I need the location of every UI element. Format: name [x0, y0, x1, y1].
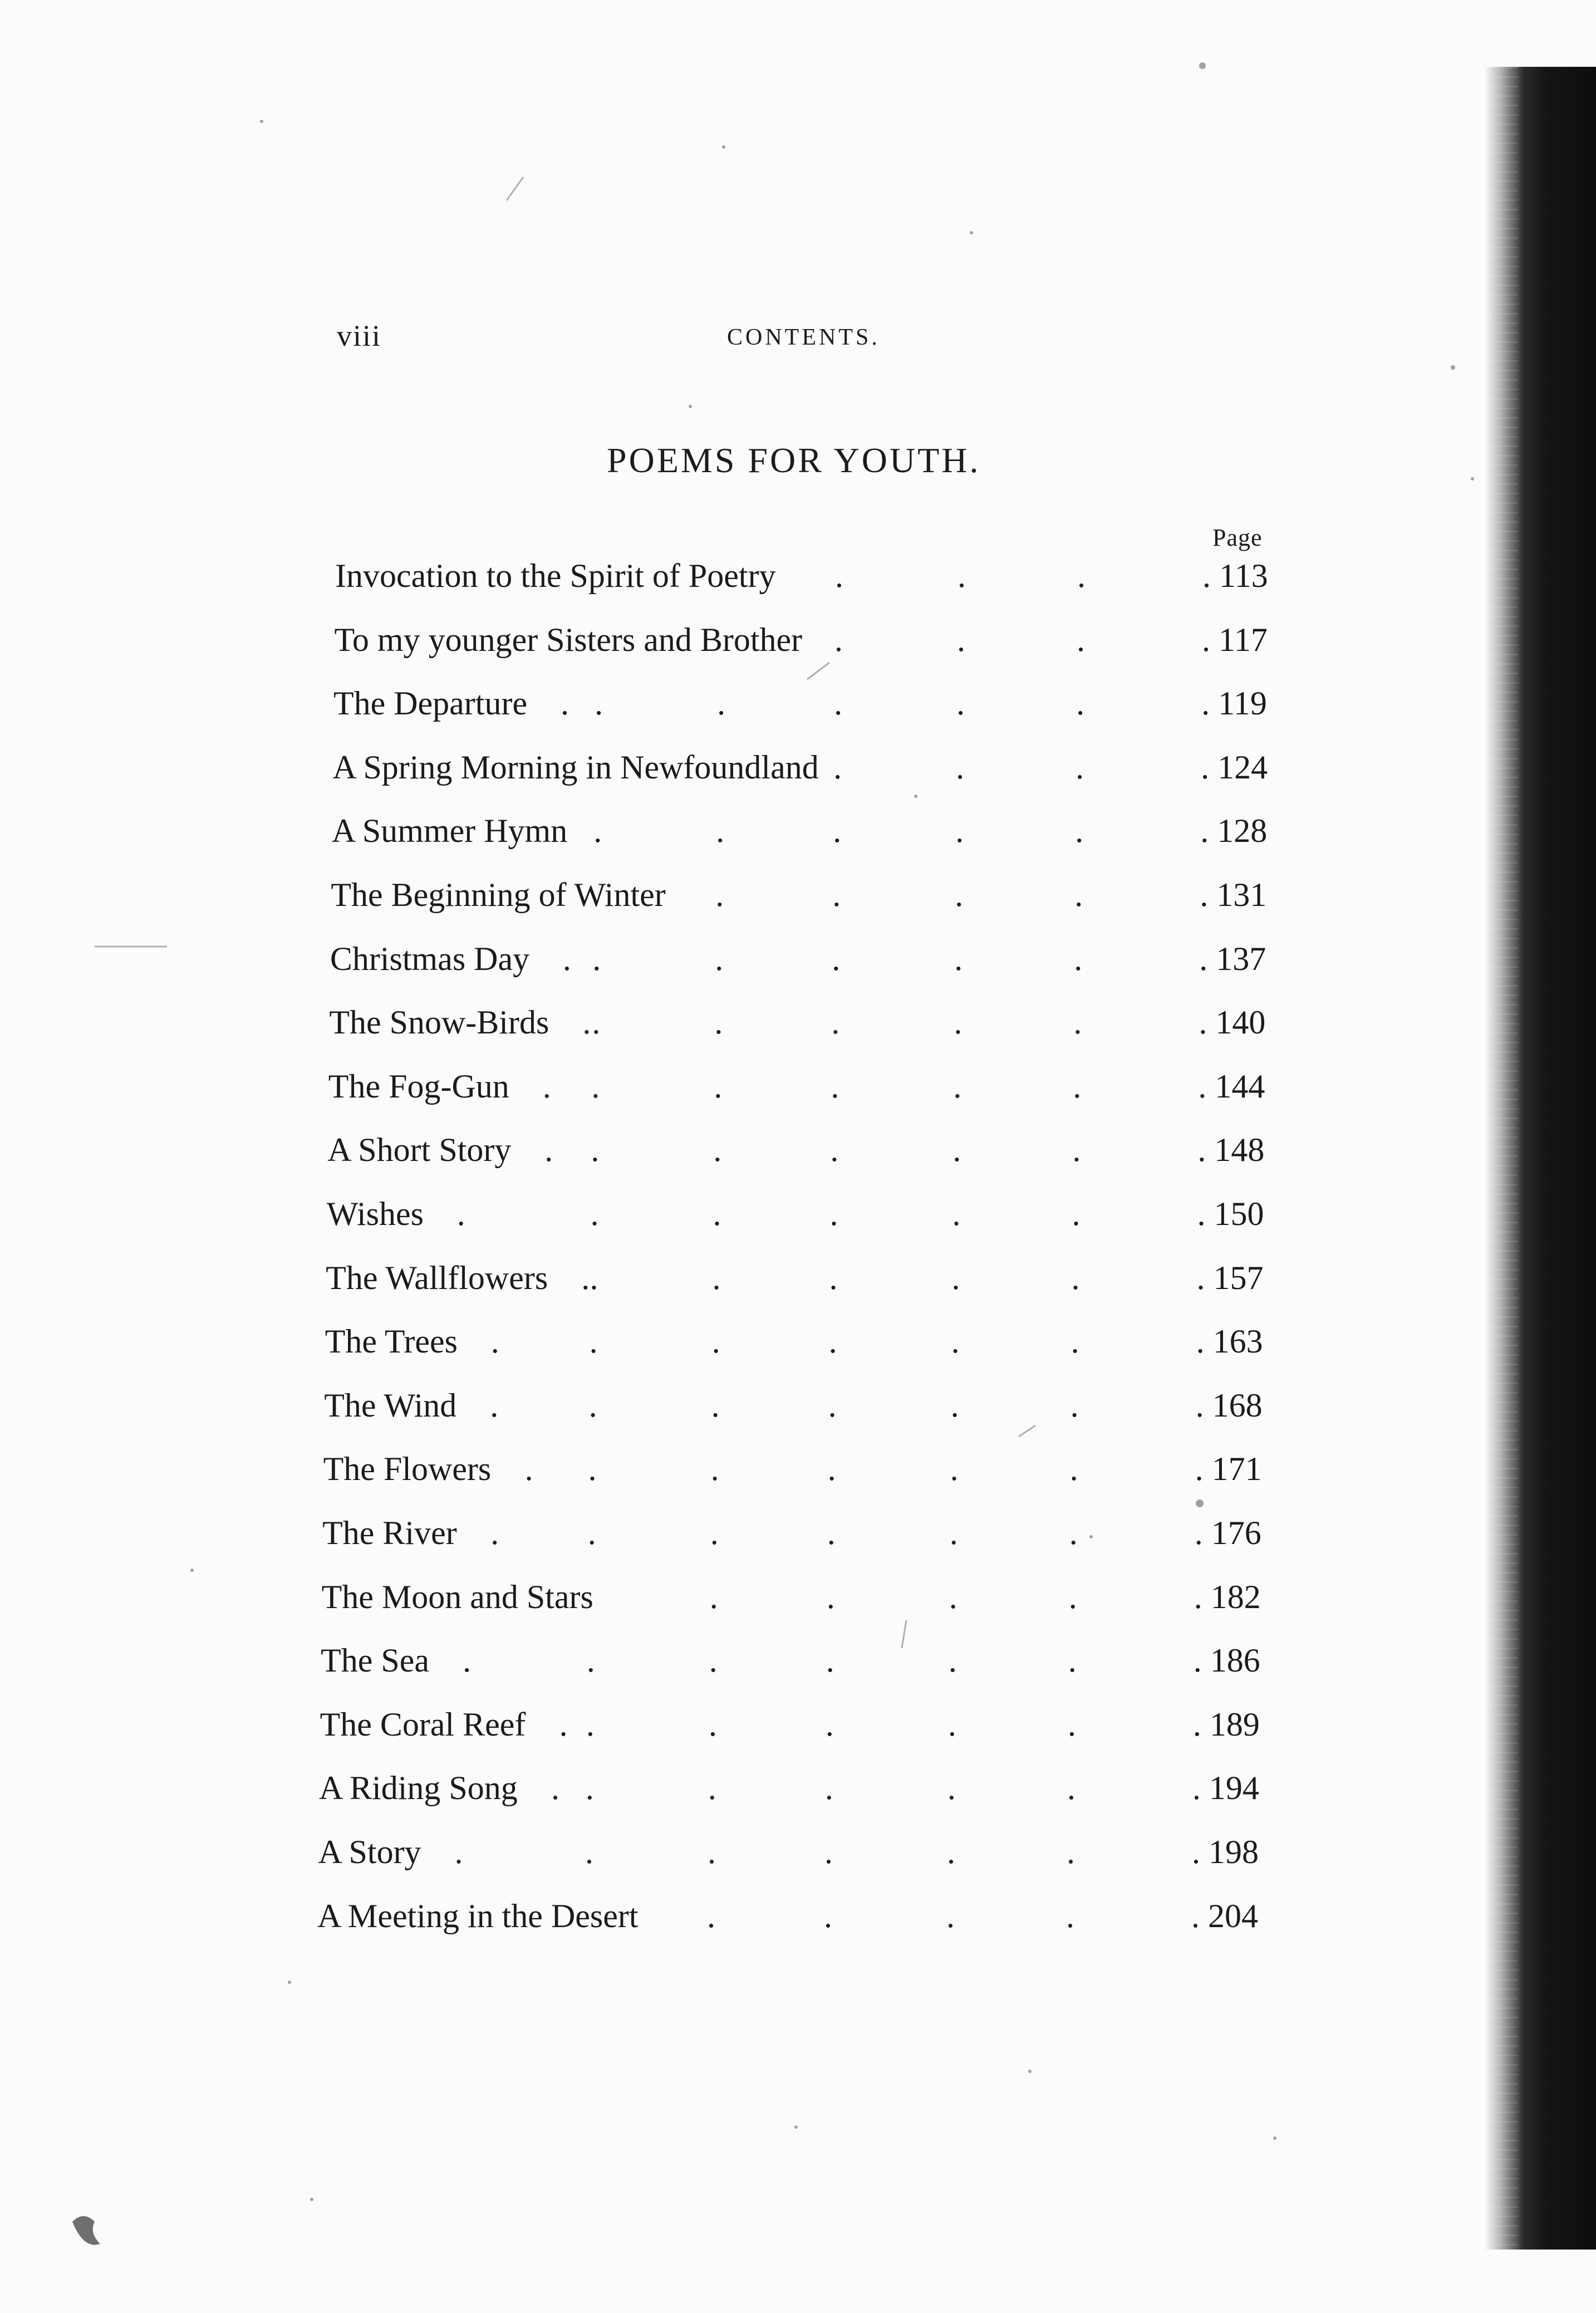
- leader-dot: .: [949, 1578, 957, 1615]
- toc-entry: [0, 621, 1596, 671]
- leader-dot: .: [1073, 1067, 1082, 1105]
- toc-entry-title: The Trees: [325, 1323, 458, 1360]
- leader-dot: .: [1071, 1259, 1080, 1296]
- leader-dot: .: [828, 1386, 837, 1424]
- toc-entry-title: Christmas Day: [330, 940, 530, 977]
- toc-entry: [0, 812, 1596, 862]
- leader-dot: .: [946, 1834, 955, 1870]
- leader-dot: .: [1067, 1706, 1076, 1743]
- leader-dot: .: [709, 1642, 718, 1679]
- leader-dot: .: [955, 812, 964, 850]
- leader-dot: .: [708, 1770, 716, 1807]
- toc-entry: [0, 1514, 1596, 1564]
- leader-dot: .: [1076, 685, 1085, 722]
- toc-entry: [0, 1322, 1596, 1373]
- leader-dot: .: [832, 940, 841, 977]
- leader-dot: .: [946, 1897, 955, 1934]
- leader-dot: .: [828, 1323, 837, 1360]
- leader-dot: .: [831, 1004, 840, 1041]
- leader-dot: .: [591, 1067, 600, 1105]
- leader-dot: .: [954, 1004, 962, 1041]
- toc-entry: [0, 1769, 1596, 1819]
- leader-dot: .: [953, 1067, 962, 1105]
- toc-entry-title: A Summer Hymn: [331, 812, 568, 850]
- leader-dot: .: [957, 557, 966, 594]
- leader-dot: .: [463, 1642, 472, 1679]
- leader-dot: .: [559, 1706, 568, 1743]
- leader-dot: .: [954, 940, 963, 977]
- leader-dot: .: [1074, 940, 1083, 977]
- leader-dot: .: [833, 748, 842, 786]
- toc-entry: [0, 940, 1596, 990]
- leader-dot: .: [826, 1578, 835, 1615]
- leader-dot: .: [1077, 621, 1086, 658]
- leader-dot: .: [1075, 812, 1084, 850]
- toc-entry: [0, 1131, 1596, 1181]
- leader-dot: .: [956, 748, 965, 786]
- leader-dot: .: [587, 1515, 596, 1551]
- leader-dot: .: [1074, 876, 1083, 913]
- leader-dot: .: [834, 621, 843, 658]
- toc-entry: [0, 1386, 1596, 1437]
- toc-entry-page: . 171: [1195, 1450, 1262, 1488]
- leader-dot: .: [952, 1195, 961, 1232]
- toc-entry-title: The Coral Reef: [320, 1706, 526, 1743]
- leader-dot: .: [456, 1195, 465, 1232]
- leader-dot: .: [542, 1067, 551, 1105]
- toc-entry-page: . 144: [1198, 1067, 1265, 1105]
- leader-dot: .: [1076, 748, 1084, 786]
- toc-entry-title: A Riding Song: [319, 1770, 518, 1807]
- leader-dot: .: [592, 940, 601, 977]
- toc-entry: [0, 1003, 1596, 1053]
- leader-dot: .: [950, 1386, 959, 1424]
- leader-dot: .: [490, 1386, 499, 1424]
- toc-entry: [0, 557, 1596, 607]
- leader-dot: .: [544, 1131, 553, 1169]
- toc-entry-page: . 148: [1197, 1131, 1265, 1169]
- leader-dot: .: [1069, 1515, 1078, 1551]
- leader-dot: .: [593, 812, 602, 850]
- leader-dot: .: [1077, 557, 1086, 594]
- toc-entry: [0, 876, 1596, 926]
- leader-dot: .: [1066, 1834, 1075, 1870]
- running-head: CONTENTS.: [727, 325, 880, 350]
- toc-entry-page: . 168: [1195, 1386, 1263, 1424]
- leader-dot: .: [824, 1897, 832, 1934]
- leader-dot: .: [1070, 1386, 1079, 1424]
- leader-dot: .: [957, 621, 966, 658]
- leader-dot: .: [1072, 1195, 1081, 1232]
- leader-dot: .: [1069, 1450, 1078, 1488]
- leader-dot: .: [708, 1706, 717, 1743]
- toc-entry-title: The Snow-Birds: [329, 1004, 549, 1041]
- leader-dot: .: [711, 1323, 720, 1360]
- toc-entry: [0, 1833, 1596, 1883]
- toc-entry-title: A Story: [318, 1834, 421, 1870]
- leader-dot: .: [949, 1515, 958, 1551]
- toc-entry-page: . 186: [1193, 1642, 1260, 1679]
- leader-dot: .: [831, 1067, 839, 1105]
- leader-dot: .: [582, 1004, 591, 1041]
- leader-dot: .: [1067, 1770, 1076, 1807]
- toc-entry-page: . 204: [1191, 1897, 1258, 1934]
- toc-entry-page: . 150: [1197, 1195, 1264, 1232]
- leader-dot: .: [490, 1515, 499, 1551]
- toc-entry-page: . 140: [1199, 1004, 1266, 1041]
- leader-dot: .: [710, 1450, 719, 1488]
- leader-dot: .: [827, 1515, 836, 1551]
- leader-dot: .: [829, 1195, 838, 1232]
- toc-entry-title: Wishes: [326, 1195, 424, 1232]
- leader-dot: .: [714, 1067, 723, 1105]
- toc-entry: [0, 748, 1596, 798]
- leader-dot: .: [710, 1515, 719, 1551]
- toc-entry-title: A Spring Morning in Newfoundland: [332, 748, 819, 786]
- toc-entry-page: . 194: [1192, 1770, 1259, 1807]
- leader-dot: .: [951, 1259, 960, 1296]
- leader-dot: .: [714, 1004, 723, 1041]
- toc-entry-page: . 113: [1202, 557, 1268, 594]
- leader-dot: .: [826, 1642, 834, 1679]
- leader-dot: .: [824, 1770, 833, 1807]
- leader-dot: .: [454, 1834, 463, 1870]
- toc-entry-page: . 182: [1194, 1578, 1261, 1615]
- leader-dot: .: [588, 1386, 597, 1424]
- toc-entry: [0, 1897, 1596, 1947]
- toc-entry: [0, 1450, 1596, 1500]
- leader-dot: .: [947, 1770, 956, 1807]
- leader-dot: .: [586, 1706, 595, 1743]
- leader-dot: .: [827, 1450, 836, 1488]
- leader-dot: .: [715, 940, 724, 977]
- leader-dot: .: [586, 1642, 595, 1679]
- leader-dot: .: [562, 940, 571, 977]
- toc-entry: [0, 1067, 1596, 1118]
- leader-dot: .: [950, 1450, 959, 1488]
- toc-entry: [0, 1641, 1596, 1692]
- leader-dot: .: [560, 685, 569, 722]
- leader-dot: .: [715, 876, 724, 913]
- toc-entry-page: . 124: [1201, 748, 1268, 786]
- toc-entry-title: A Short Story: [327, 1131, 512, 1169]
- toc-entry-page: . 198: [1191, 1834, 1259, 1870]
- leader-dot: .: [947, 1706, 956, 1743]
- toc-entry-page: . 163: [1196, 1323, 1263, 1360]
- leader-dot: .: [595, 685, 603, 722]
- leader-dot: .: [590, 1195, 599, 1232]
- leader-dot: .: [825, 1706, 834, 1743]
- leader-dot: .: [588, 1450, 597, 1488]
- page-column-label: Page: [1212, 524, 1263, 551]
- leader-dot: .: [585, 1770, 594, 1807]
- toc-entry-page: . 157: [1196, 1259, 1264, 1296]
- leader-dot: .: [824, 1834, 833, 1870]
- toc-entry-page: . 117: [1202, 621, 1268, 658]
- leader-dot: .: [1068, 1578, 1077, 1615]
- leader-dot: .: [709, 1578, 718, 1615]
- page-folio: viii: [337, 319, 382, 352]
- toc-entry-title: To my younger Sisters and Brother: [334, 621, 803, 658]
- toc-entry-page: . 119: [1201, 685, 1267, 722]
- leader-dot: .: [1068, 1642, 1077, 1679]
- leader-dot: .: [490, 1323, 499, 1360]
- toc-entry-page: . 189: [1192, 1706, 1260, 1743]
- toc-entry-title: The Moon and Stars: [321, 1578, 593, 1615]
- toc-entry: [0, 1578, 1596, 1628]
- leader-dot: .: [955, 876, 964, 913]
- leader-dot: .: [833, 812, 842, 850]
- toc-entry-title: The Departure: [333, 685, 528, 722]
- toc-entry-title: The Sea: [321, 1642, 430, 1679]
- leader-dot: .: [832, 876, 841, 913]
- leader-dot: .: [589, 1323, 598, 1360]
- toc-entry-title: The Flowers: [323, 1450, 492, 1488]
- toc-entry: [0, 1706, 1596, 1756]
- leader-dot: .: [951, 1323, 960, 1360]
- toc-entry-title: Invocation to the Spirit of Poetry: [335, 557, 776, 594]
- toc-entry-page: . 137: [1199, 940, 1266, 977]
- toc-entry-title: The River: [322, 1515, 457, 1551]
- toc-entry: [0, 684, 1596, 734]
- section-title-text: POEMS FOR YOUTH.: [607, 440, 981, 480]
- toc-entry: [0, 1195, 1596, 1245]
- leader-dot: .: [1073, 1004, 1082, 1041]
- leader-dot: .: [956, 685, 965, 722]
- leader-dot: .: [585, 1834, 593, 1870]
- leader-dot: .: [1066, 1897, 1074, 1934]
- leader-dot: .: [834, 685, 843, 722]
- leader-dot: .: [551, 1770, 560, 1807]
- leader-dot: .: [830, 1131, 839, 1169]
- leader-dot: .: [711, 1386, 720, 1424]
- toc-entry-title: The Wind: [324, 1386, 457, 1424]
- leader-dot: .: [716, 812, 725, 850]
- leader-dot: .: [590, 1259, 598, 1296]
- leader-dot: .: [835, 557, 843, 594]
- leader-dot: .: [829, 1259, 838, 1296]
- leader-dot: .: [581, 1259, 590, 1296]
- leader-dot: .: [713, 1195, 721, 1232]
- leader-dot: .: [952, 1131, 961, 1169]
- leader-dot: .: [707, 1897, 715, 1934]
- toc-entry-title: The Wallflowers: [326, 1259, 548, 1296]
- toc-entry: [0, 1259, 1596, 1309]
- toc-entry-page: . 128: [1200, 812, 1268, 850]
- leader-dot: .: [717, 685, 726, 722]
- leader-dot: .: [713, 1131, 722, 1169]
- toc-entry-title: A Meeting in the Desert: [317, 1897, 639, 1934]
- leader-dot: .: [1070, 1323, 1079, 1360]
- toc-entry-title: The Beginning of Winter: [331, 876, 666, 913]
- toc-entry-title: The Fog-Gun: [328, 1067, 509, 1105]
- leader-dot: .: [707, 1834, 716, 1870]
- toc-entry-page: . 176: [1194, 1515, 1261, 1551]
- leader-dot: .: [591, 1131, 600, 1169]
- leader-dot: .: [524, 1450, 533, 1488]
- leader-dot: .: [948, 1642, 957, 1679]
- toc-entry-page: . 131: [1200, 876, 1267, 913]
- leader-dot: .: [712, 1259, 721, 1296]
- leader-dot: .: [1072, 1131, 1081, 1169]
- leader-dot: .: [592, 1004, 601, 1041]
